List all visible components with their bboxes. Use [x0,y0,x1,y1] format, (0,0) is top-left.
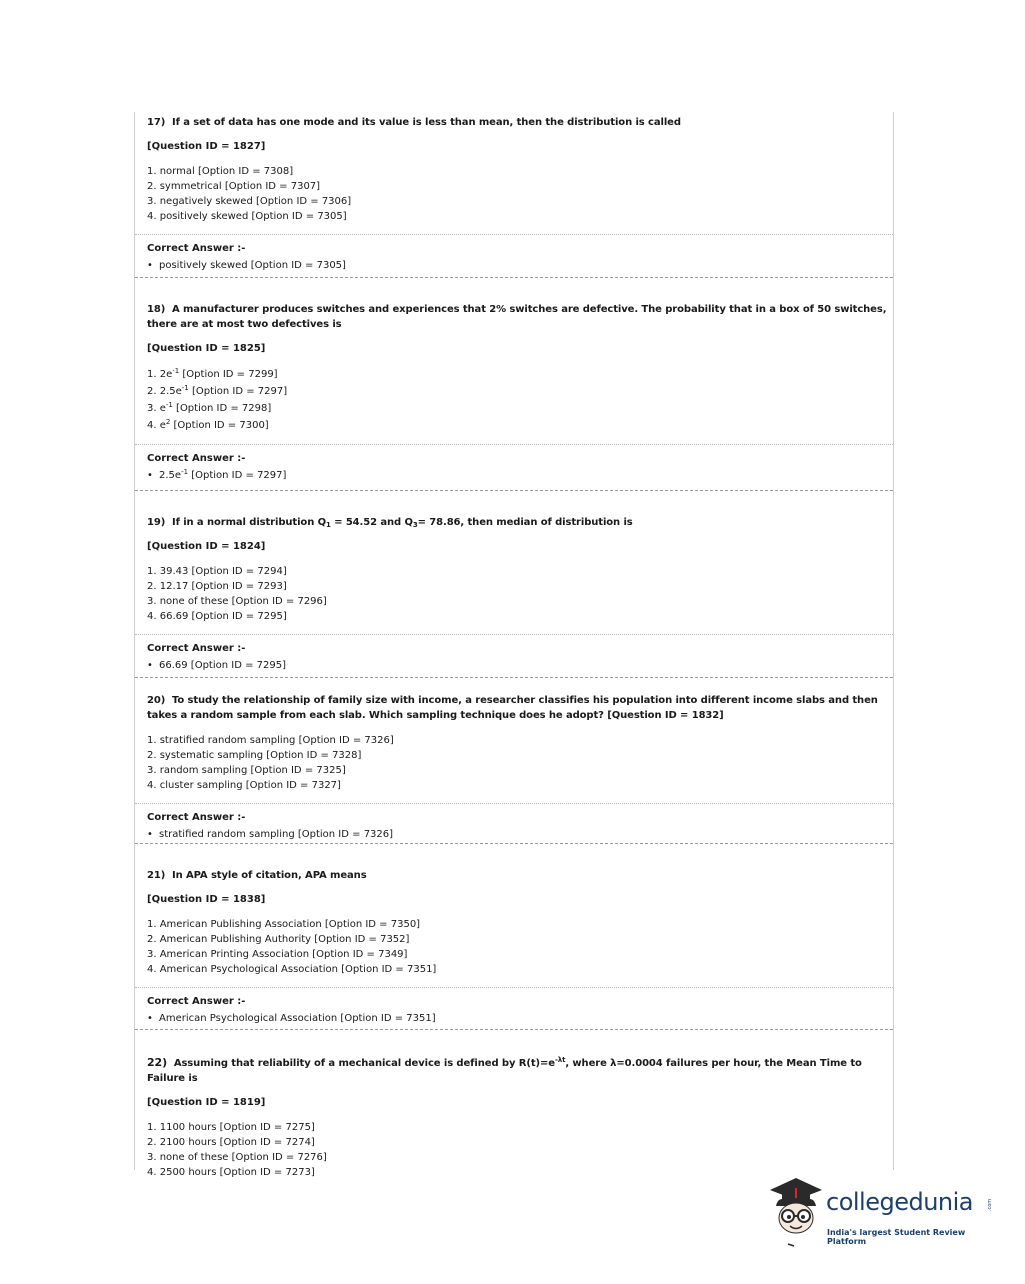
collegedunia-logo [762,1172,1002,1252]
correct-answer-label: Correct Answer :- [147,243,246,254]
question-id: [Question ID = 1825] [147,343,266,354]
options-list [147,917,893,977]
correct-answer-block [135,234,893,273]
correct-answer-label: Correct Answer :- [147,812,246,823]
option-item: 1. American Publishing Association [Option ID = 7350] [147,919,421,930]
option-item: 3. negatively skewed [Option ID = 7306] [147,196,352,207]
options-list [147,366,893,434]
option-item: 2. symmetrical [Option ID = 7307] [147,181,321,192]
question-paper [134,112,894,1178]
question-stem: 19) If in a normal distribution $Q_1 = 54.52$ and $Q_3= 78.86$, then median of distribution is [147,517,633,529]
bullet-icon: • [147,1013,153,1024]
option-item: 3. none of these [Option ID = 7296] [147,596,327,607]
option-item: 3. American Printing Association [Option ID = 7349] [147,949,408,960]
options-list [147,733,893,793]
option-item: 4. American Psychological Association [Option ID = 7351] [147,964,437,975]
question-id: [Question ID = 1827] [147,141,266,152]
student-mascot-icon [762,1172,826,1252]
question-id: [Question ID = 1819] [147,1097,266,1108]
logo-suffix: .com [987,1198,994,1212]
question-stem: 18) A manufacturer produces switches and experiences that 2% switches are defective. The probability that in a box of 50 switches, there are at most two defectives is [147,304,887,330]
correct-answer-label: Correct Answer :- [147,643,246,654]
options-list [147,564,893,624]
question-id: [Question ID = 1838] [147,894,266,905]
option-item: 1. normal [Option ID = 7308] [147,166,294,177]
option-item: 3. $e^{-1}$ [Option ID = 7298] [147,401,272,414]
correct-answer-block [135,634,893,673]
question-21 [135,844,893,1029]
question-22 [135,1030,893,1180]
correct-answer-value: • 66.69 [Option ID = 7295] [147,660,286,671]
bullet-icon: • [147,660,153,671]
question-20 [135,678,893,843]
option-item: 2. systematic sampling [Option ID = 7328] [147,750,362,761]
question-id: [Question ID = 1824] [147,541,266,552]
option-item: 3. none of these [Option ID = 7276] [147,1152,327,1163]
option-item: 4. positively skewed [Option ID = 7305] [147,211,347,222]
option-item: 3. random sampling [Option ID = 7325] [147,765,346,776]
option-item: 2. 2100 hours [Option ID = 7274] [147,1137,315,1148]
option-item: 1. 1100 hours [Option ID = 7275] [147,1122,315,1133]
correct-answer-value: • American Psychological Association [Option ID = 7351] [147,1013,436,1024]
logo-tagline: India's largest Student Review Platform [827,1228,966,1246]
question-stem: 20) To study the relationship of family size with income, a researcher classifies his population into different income slabs and then takes a random sample from each slab. Which sampling technique does he adopt? [Question ID = 1832] [147,695,878,721]
options-list [147,1120,893,1180]
bullet-icon: • [147,470,153,481]
logo-wordmark: collegedunia [826,1188,974,1216]
correct-answer-label: Correct Answer :- [147,996,246,1007]
correct-answer-value: • stratified random sampling [Option ID = 7326] [147,829,394,840]
option-item: 2. $2.5e^{-1}$ [Option ID = 7297] [147,384,288,397]
correct-answer-value: • $2.5e^{-1}$ [Option ID = 7297] [147,468,287,481]
option-item: 1. 39.43 [Option ID = 7294] [147,566,287,577]
question-18 [135,278,893,490]
option-item: 4. 2500 hours [Option ID = 7273] [147,1167,315,1178]
option-item: 4. cluster sampling [Option ID = 7327] [147,780,341,791]
option-item: 2. American Publishing Authority [Option ID = 7352] [147,934,410,945]
option-item: 4. 66.69 [Option ID = 7295] [147,611,287,622]
question-stem: 21) In APA style of citation, APA means [147,870,367,881]
correct-answer-block [135,444,893,483]
options-list [147,164,893,224]
question-stem: 22) Assuming that reliability of a mechanical device is defined by $R(t)=e^{-\lambda t}$, where λ=0.0004 failures per hour, the Mean Time to Failure is [147,1056,862,1084]
bullet-icon: • [147,260,153,271]
option-item: 4. $e^2$ [Option ID = 7300] [147,418,269,431]
correct-answer-block [135,987,893,1026]
question-19 [135,491,893,677]
option-item: 1. stratified random sampling [Option ID = 7326] [147,735,394,746]
correct-answer-value: • positively skewed [Option ID = 7305] [147,260,346,271]
option-item: 1. $2e^{-1}$ [Option ID = 7299] [147,367,278,380]
option-item: 2. 12.17 [Option ID = 7293] [147,581,287,592]
correct-answer-block [135,803,893,842]
question-stem: 17) If a set of data has one mode and its value is less than mean, then the distribution is called [147,117,681,128]
correct-answer-label: Correct Answer :- [147,453,246,464]
question-17 [135,112,893,277]
bullet-icon: • [147,829,153,840]
